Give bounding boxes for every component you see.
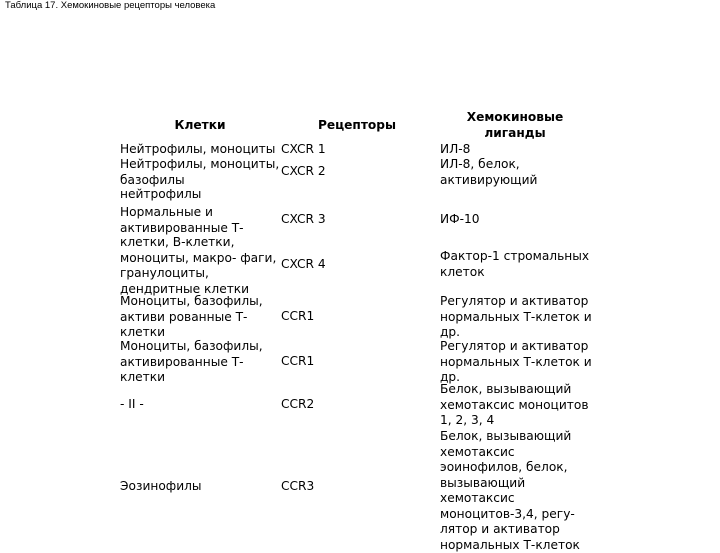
- row-ligands: Фактор-1 стромальных клеток: [440, 249, 590, 279]
- row-receptor: CCR2: [281, 397, 315, 411]
- header-receptors: Рецепторы: [317, 118, 397, 132]
- row-ligands: Белок, вызывающий хемотаксис эоинофилов, белок, вызывающий хемотаксис моноцитов-3,4, регу- лятор и активатор нормальных Т-клеток: [440, 429, 580, 552]
- row-ligands: Регулятор и активатор нормальных Т-клеток и др.: [440, 339, 592, 384]
- row-ligands: Белок, вызывающий хемотаксис моноцитов 1, 2, 3, 4: [440, 382, 589, 427]
- row-cells: Нейтрофилы, моноциты: [120, 142, 276, 156]
- row-cells: клетки, В-клетки, моноциты, макро- фаги, гранулоциты, дендритные клетки: [120, 235, 277, 296]
- row-cells: Моноциты, базофилы, активированные Т-клетки: [120, 339, 263, 384]
- row-cells: Моноциты, базофилы, активи рованные Т-клетки: [120, 294, 263, 339]
- row-ligands: ИЛ-8, белок, активирующий: [440, 157, 538, 187]
- row-receptor: CXCR 3: [281, 212, 326, 226]
- row-cells: - II -: [120, 397, 144, 411]
- header-cells: Клетки: [174, 118, 226, 132]
- row-receptor: CCR3: [281, 479, 315, 493]
- row-receptor: CCR1: [281, 309, 315, 323]
- row-receptor: CXCR 2: [281, 164, 326, 178]
- row-receptor: CCR1: [281, 354, 315, 368]
- row-cells: Нейтрофилы, моноциты, базофилы: [120, 157, 280, 187]
- row-receptor: CXCR 1: [281, 142, 326, 156]
- row-receptor: CXCR 4: [281, 257, 326, 271]
- row-ligands: ИФ-10: [440, 212, 480, 226]
- row-ligands: Регулятор и активатор нормальных Т-клеток и др.: [440, 294, 592, 339]
- row-cells: Нормальные и активированные Т-: [120, 205, 244, 235]
- row-cells: нейтрофилы: [120, 187, 202, 201]
- row-ligands: ИЛ-8: [440, 142, 471, 156]
- row-cells: Эозинофилы: [120, 479, 202, 493]
- header-ligands: Хемокиновые лиганды: [466, 110, 564, 140]
- table-caption: Таблица 17. Хемокиновые рецепторы человека: [5, 0, 216, 11]
